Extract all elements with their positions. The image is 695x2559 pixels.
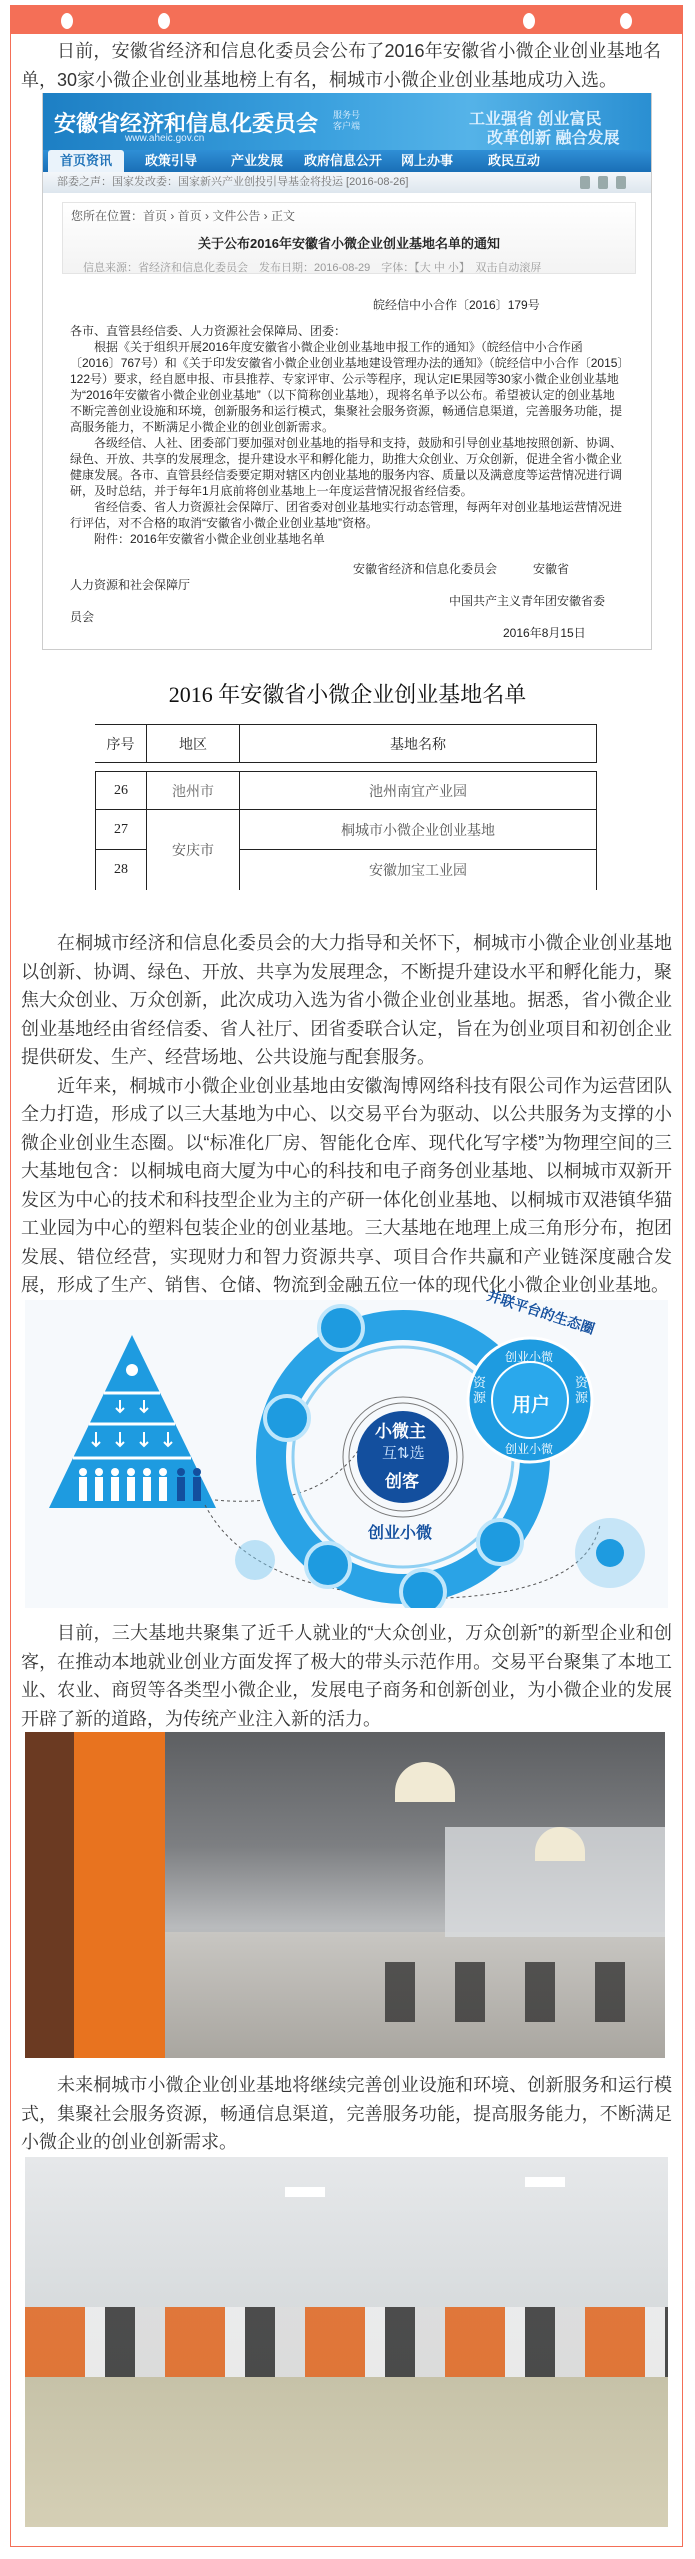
service-links	[333, 110, 360, 132]
signature: 人力资源和社会保障厅	[70, 578, 191, 592]
user-circle-left: 资源	[473, 1375, 487, 1405]
body-paragraph: 在桐城市经济和信息化委员会的大力指导和关怀下，桐城市小微企业创业基地以创新、协调、绿色、开放、共享为发展理念，不断提升建设水平和孵化能力，聚焦大众创业、万众创新，此次成功入选为省小微企业创业基地。据悉，省小微企业创业基地经由省经信委、省人社厅、团省委联合认定，旨在为创业项目和初创企业提供研发、生产、经营场地、公共设施与配套服务。	[21, 933, 672, 1067]
signature: 中国共产主义青年团安徽省委	[449, 594, 606, 608]
nav-home-news[interactable]: 首页资讯	[48, 150, 124, 172]
news-ticker	[43, 172, 651, 193]
body-section	[21, 929, 672, 1300]
signature-block	[70, 561, 626, 641]
salutation: 各市、直管县经信委、人力资源社会保障局、团委：	[70, 324, 347, 338]
table-cell-name: 安徽加宝工业园	[239, 849, 597, 890]
ticker-link[interactable]: 部委之声：国家发改委：国家新兴产业创投引导基金将投运 [2016-08-26]	[57, 176, 409, 188]
center-label-part: 选	[409, 1445, 425, 1462]
table-cell-name: 桐城市小微企业创业基地	[239, 809, 597, 850]
center-label-part: 互	[382, 1445, 398, 1462]
breadcrumb[interactable]: 您所在位置：首页 › 首页 › 文件公告 › 正文	[71, 209, 295, 223]
center-label: 创客	[385, 1472, 419, 1491]
document-number: 皖经信中小合作〔2016〕179号	[373, 298, 540, 312]
nav-interaction[interactable]: 政民互动	[488, 153, 541, 168]
nav-policy[interactable]: 政策引导	[145, 153, 198, 168]
body-paragraph: 未来桐城市小微企业创业基地将继续完善创业设施和环境、创新服务和运行模式，集聚社会服务资源，畅通信息渠道，完善服务功能，提高服务能力，不断满足小微企业的创业创新需求。	[21, 2075, 672, 2152]
notice-paragraph: 省经信委、省人力资源社会保障厅、团省委对创业基地实行动态管理，每两年对创业基地运营情况进行评估，对不合格的取消“安徽省小微企业创业基地”资格。	[70, 500, 623, 530]
table-cell-name: 池州南宜产业园	[239, 771, 597, 810]
attachment-line: 附件：2016年安徽省小微企业创业基地名单	[94, 532, 325, 546]
list-icon[interactable]	[616, 176, 626, 189]
site-nav	[43, 150, 651, 172]
user-circle-top: 创业小微	[505, 1350, 554, 1364]
slogan: 工业强省 创业富民	[469, 111, 602, 128]
center-label: 小微主	[375, 1422, 426, 1441]
header-band	[10, 5, 683, 34]
table-header: 序号	[95, 724, 147, 763]
body-paragraph: 近年来，桐城市小微企业创业基地由安徽淘博网络科技有限公司作为运营团队全力打造，形成了以三大基地为中心、以交易平台为驱动、以公共服务为支撑的小微企业创业生态圈。以“标准化厂房、智能化仓库、现代化写字楼”为物理空间的三大基地包含：以桐城电商大厦为中心的科技和电子商务创业基地、以桐城市双新开发区为中心的技术和科技型企业为主的产研一体化创业基地、以桐城市双港镇华猫工业园为中心的塑料包装企业的创业基地。三大基地在地理上成三角形分布，抱团发展、错位经营，实现财力和智力资源共享、项目合作共赢和产业链深度融合发展，形成了生产、销售、仓储、物流到金融五位一体的现代化小微企业创业基地。	[21, 1075, 672, 1295]
bookmark-icon[interactable]	[580, 176, 590, 189]
slogan: 改革创新 融合发展	[487, 130, 620, 147]
signature: 安徽省经济和信息化委员会	[353, 562, 498, 576]
decor-dot	[620, 13, 632, 29]
signature: 员会	[70, 610, 95, 624]
table-cell-no: 28	[95, 849, 147, 890]
article-header	[62, 202, 636, 274]
table-cell-no: 27	[95, 809, 147, 850]
nav-gov-info[interactable]: 政府信息公开	[304, 153, 383, 168]
office-photo	[25, 1732, 665, 2058]
notice-meta: 信息来源：省经济和信息化委员会 发布日期：2016-08-29 字体：【大 中 小】 双击自动滚屏	[83, 262, 542, 274]
user-circle-right: 资源	[575, 1375, 589, 1405]
nav-online-service[interactable]: 网上办事	[401, 153, 454, 168]
table-cell-region: 安庆市	[146, 809, 240, 890]
notice-body	[70, 323, 626, 641]
intro-paragraph: 日前，安徽省经济和信息化委员会公布了2016年安徽省小微企业创业基地名单，30家小微企业创业基地榜上有名，桐城市小微企业创业基地成功入选。	[21, 41, 661, 90]
notice-title: 关于公布2016年安徽省小微企业创业基地名单的通知	[198, 236, 500, 251]
signature: 安徽省	[533, 562, 570, 576]
notice-screenshot	[42, 93, 652, 650]
camera-icon[interactable]	[598, 176, 608, 189]
ecosystem-diagram	[25, 1287, 668, 1608]
site-banner	[43, 93, 651, 150]
notice-paragraph: 各级经信、人社、团委部门要加强对创业基地的指导和支持，鼓励和引导创业基地按照创新、协调、绿色、开放、共享的发展理念，提升建设水平和孵化能力，助推大众创业、万众创新，促进全省小微企业健康发展。各市、直管县经信委要定期对辖区内创业基地的服务内容、质量以及满意度等运营情况进行调研，及时总结，并于每年1月底前将创业基地上一年度运营情况报省经信委。	[70, 436, 623, 498]
arc-title: 并联平台的生态圈	[485, 1287, 597, 1337]
notice-paragraph: 根据《关于组织开展2016年度安徽省小微企业创业基地申报工作的通知》（皖经信中小合作函〔2016〕767号）和《关于印发安徽省小微企业创业基地建设管理办法的通知》（皖经信中小合作〔2015〕122号）要求，经自愿申报、市县推荐、专家评审、公示等程序，现认定IE果园等30家小微企业创业基地为“2016年安徽省小微企业创业基地”（以下简称创业基地），现将名单予以公布。希望被认定的创业基地不断完善创业设施和环境，创新服务和运行模式，集聚社会服务资源，畅通信息渠道，完善服务功能，提高服务能力，不断满足小微企业的创业创新需求。	[70, 340, 624, 434]
list-title: 2016 年安徽省小微企业创业基地名单	[168, 682, 527, 707]
pyramid	[49, 1335, 216, 1508]
table-header: 基地名称	[239, 724, 597, 763]
decor-dot	[523, 13, 535, 29]
site-url: www.aheic.gov.cn	[125, 133, 205, 144]
notice-date: 2016年8月15日	[503, 626, 586, 640]
site-name: 安徽省经济和信息化委员会	[54, 111, 319, 136]
decor-dot	[61, 13, 73, 29]
body-paragraph: 目前，三大基地共聚集了近千人就业的“大众创业，万众创新”的新型企业和创客，在推动本地就业创业方面发挥了极大的带头示范作用。交易平台聚集了本地工业、农业、商贸等各类型小微企业，发展电子商务和创新创业，为小微企业的发展开辟了新的道路，为传统产业注入新的活力。	[21, 1623, 672, 1729]
nav-industry[interactable]: 产业发展	[231, 153, 284, 168]
table-cell-region: 池州市	[146, 771, 240, 810]
decor-dot	[158, 13, 170, 29]
user-circle-bottom: 创业小微	[505, 1442, 554, 1456]
ring-label: 创业小微	[368, 1520, 432, 1543]
person-icon	[126, 1364, 138, 1376]
table-header: 地区	[146, 724, 240, 763]
center-label: 互⇅选	[382, 1445, 425, 1462]
client-link[interactable]: 客户端	[333, 121, 361, 131]
user-label: 用户	[512, 1395, 551, 1416]
service-account-link[interactable]: 服务号	[333, 110, 361, 120]
table-cell-no: 26	[95, 771, 147, 810]
workspace-photo	[25, 2157, 668, 2527]
